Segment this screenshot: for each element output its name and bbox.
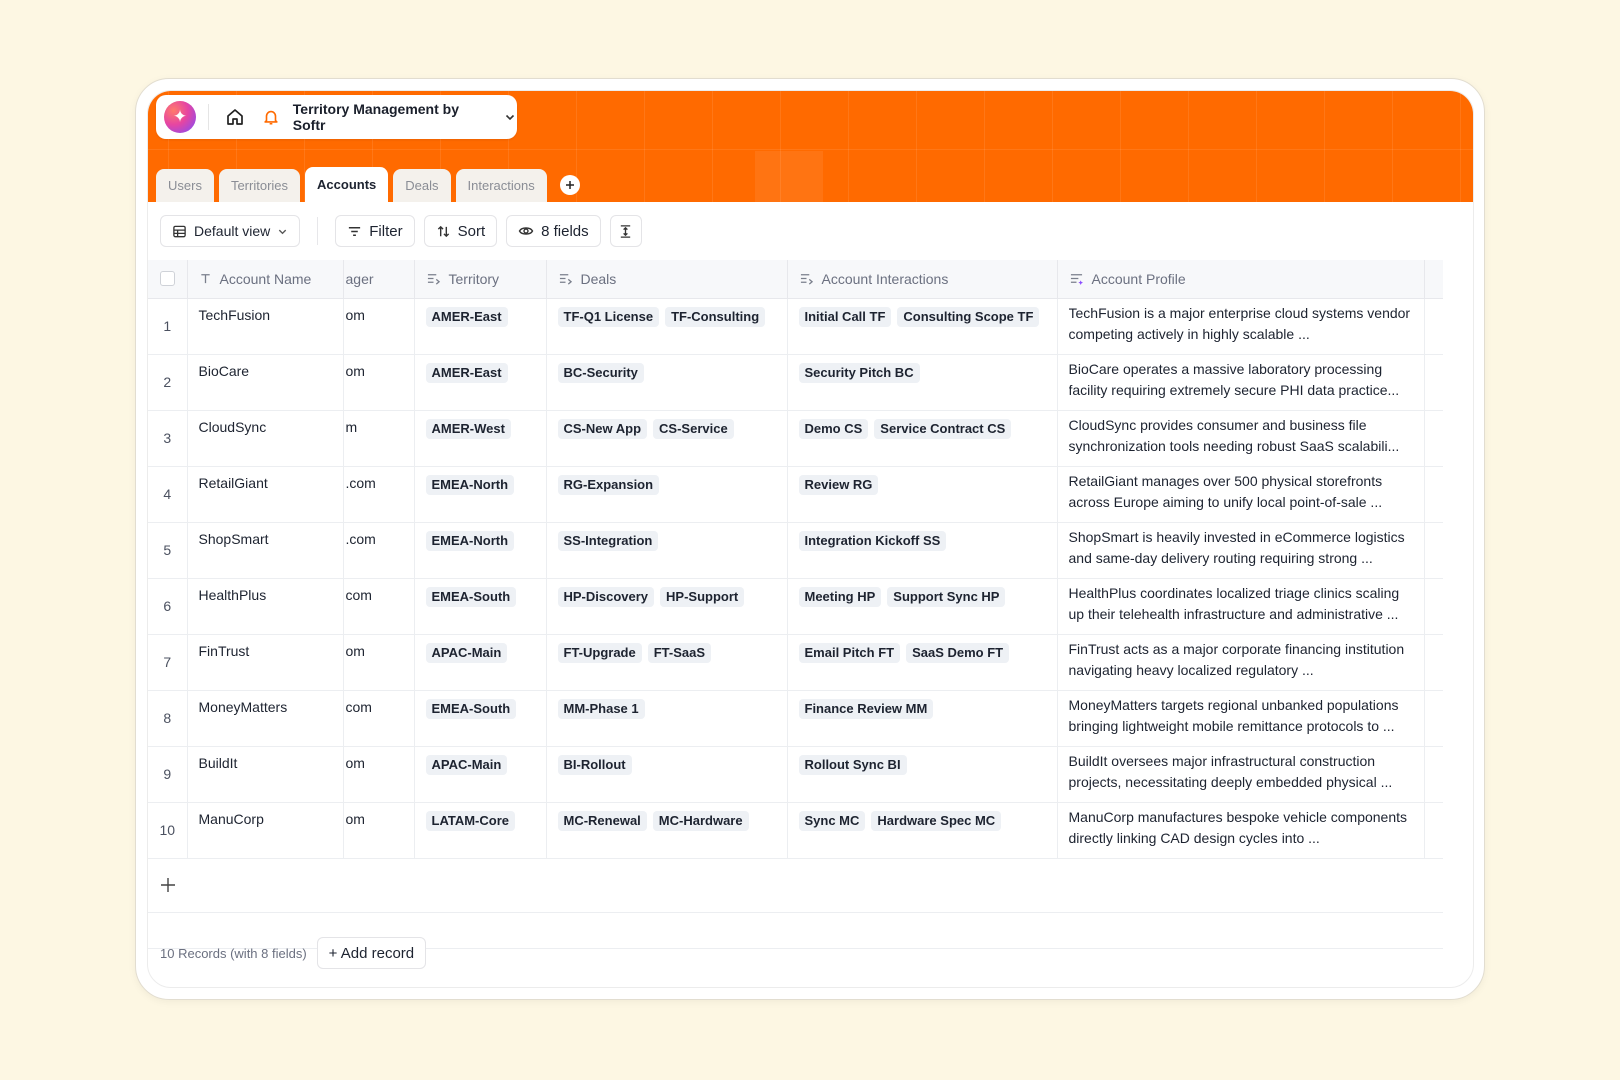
view-label: Default view	[194, 223, 271, 239]
overflow-cell	[1424, 634, 1443, 690]
territory-cell[interactable]	[414, 746, 546, 802]
profile-cell[interactable]	[1057, 298, 1424, 354]
manager-cell[interactable]: .com	[343, 522, 414, 578]
interactions-cell[interactable]	[787, 298, 1057, 354]
interaction-chip[interactable]: Security Pitch BC	[799, 363, 920, 383]
grid-footer	[160, 937, 426, 969]
profile-text: BioCare operates a massive laboratory processing facility requiring extremely secure PHI data practice...	[1068, 360, 1400, 398]
table-row[interactable]	[148, 410, 1443, 466]
interaction-chip[interactable]: Initial Call TF	[799, 307, 892, 327]
tab-deals[interactable]: Deals	[393, 169, 450, 202]
column-header-territory[interactable]	[414, 260, 546, 298]
manager-cell[interactable]: m	[343, 410, 414, 466]
manager-cell[interactable]: .com	[343, 466, 414, 522]
profile-text: FinTrust acts as a major corporate financing institution navigating heavy localized regulatory ...	[1068, 640, 1405, 678]
row-number: 5	[148, 522, 187, 578]
deals-cell[interactable]	[546, 634, 787, 690]
manager-cell[interactable]: om	[343, 298, 414, 354]
deal-chip[interactable]: CS-New App	[558, 419, 648, 439]
interaction-chip[interactable]: Rollout Sync BI	[799, 755, 907, 775]
tab-interactions[interactable]: Interactions	[456, 169, 547, 202]
deals-cell[interactable]	[546, 298, 787, 354]
deal-chip[interactable]: BI-Rollout	[558, 755, 632, 775]
app-frame	[135, 78, 1485, 1000]
account-name-cell[interactable]: ManuCorp	[187, 802, 343, 858]
filter-icon	[347, 224, 362, 239]
table-row[interactable]	[148, 466, 1443, 522]
interactions-cell[interactable]	[787, 690, 1057, 746]
profile-text: HealthPlus coordinates localized triage clinics scaling up their telehealth infrastructure and administrative ...	[1068, 584, 1400, 622]
column-label: Territory	[448, 270, 500, 287]
column-label: ager	[345, 270, 374, 287]
deal-chip[interactable]: FT-Upgrade	[558, 643, 642, 663]
territory-chip[interactable]: EMEA-South	[426, 587, 517, 607]
deal-chip[interactable]: MC-Renewal	[558, 811, 647, 831]
territory-cell[interactable]	[414, 522, 546, 578]
tab-accounts[interactable]: Accounts	[305, 167, 388, 202]
plus-icon	[565, 180, 575, 190]
tab-users[interactable]: Users	[156, 169, 214, 202]
column-header-account-profile[interactable]	[1057, 260, 1424, 298]
home-icon[interactable]	[221, 103, 249, 131]
interaction-chip[interactable]: Support Sync HP	[887, 587, 1005, 607]
app-switcher[interactable]	[156, 95, 517, 139]
overflow-cell	[1424, 690, 1443, 746]
manager-cell[interactable]: om	[343, 746, 414, 802]
deal-chip[interactable]: MC-Hardware	[653, 811, 749, 831]
column-header-account-interactions[interactable]	[787, 260, 1057, 298]
manager-cell[interactable]: om	[343, 354, 414, 410]
overflow-cell	[1424, 298, 1443, 354]
profile-cell[interactable]	[1057, 354, 1424, 410]
profile-cell[interactable]	[1057, 690, 1424, 746]
row-number: 9	[148, 746, 187, 802]
manager-cell[interactable]: om	[343, 802, 414, 858]
add-row-button[interactable]	[148, 859, 1443, 913]
column-label: Account Interactions	[821, 270, 949, 287]
column-header-more	[1424, 260, 1443, 298]
row-number: 7	[148, 634, 187, 690]
interaction-chip[interactable]: SaaS Demo FT	[906, 643, 1009, 663]
table-row[interactable]	[148, 578, 1443, 634]
territory-cell[interactable]	[414, 634, 546, 690]
header-row	[148, 260, 1443, 298]
deal-chip[interactable]: HP-Support	[660, 587, 744, 607]
app-window	[147, 90, 1474, 988]
territory-cell[interactable]	[414, 410, 546, 466]
fields-button[interactable]	[506, 215, 601, 247]
column-header-deals[interactable]	[546, 260, 787, 298]
profile-cell[interactable]	[1057, 634, 1424, 690]
interaction-chip[interactable]: Demo CS	[799, 419, 869, 439]
overflow-cell	[1424, 578, 1443, 634]
row-number: 2	[148, 354, 187, 410]
account-name-cell[interactable]: MoneyMatters	[187, 690, 343, 746]
manager-cell[interactable]: com	[343, 578, 414, 634]
interaction-chip[interactable]: Meeting HP	[799, 587, 882, 607]
profile-text: MoneyMatters targets regional unbanked populations bringing lightweight mobile remittance protocols to ...	[1068, 696, 1399, 734]
linked-field-icon	[426, 272, 441, 285]
overflow-cell	[1424, 802, 1443, 858]
column-header-account-name[interactable]	[187, 260, 343, 298]
row-number: 1	[148, 298, 187, 354]
linked-field-icon	[799, 272, 814, 285]
account-name-cell[interactable]: RetailGiant	[187, 466, 343, 522]
softr-logo-icon[interactable]: ✦	[164, 101, 196, 133]
chevron-down-icon[interactable]	[503, 110, 517, 124]
records-table	[148, 260, 1443, 859]
account-name-cell[interactable]: BuildIt	[187, 746, 343, 802]
territory-chip[interactable]: AMER-West	[426, 419, 511, 439]
select-all-checkbox[interactable]	[160, 271, 175, 286]
overflow-cell	[1424, 466, 1443, 522]
deal-chip[interactable]: MM-Phase 1	[558, 699, 645, 719]
column-label: Account Name	[219, 270, 312, 287]
territory-chip[interactable]: LATAM-Core	[426, 811, 516, 831]
profile-cell[interactable]	[1057, 802, 1424, 858]
sort-label: Sort	[457, 222, 486, 240]
chevron-down-icon	[277, 226, 288, 237]
profile-cell[interactable]	[1057, 466, 1424, 522]
territory-cell[interactable]	[414, 466, 546, 522]
sort-icon	[436, 224, 451, 239]
territory-chip[interactable]: APAC-Main	[426, 755, 508, 775]
deal-chip[interactable]: FT-SaaS	[648, 643, 711, 663]
interactions-cell[interactable]	[787, 634, 1057, 690]
interactions-cell[interactable]	[787, 354, 1057, 410]
column-label: Account Profile	[1091, 270, 1186, 287]
overflow-cell	[1424, 746, 1443, 802]
overflow-cell	[1424, 522, 1443, 578]
account-name-cell[interactable]: CloudSync	[187, 410, 343, 466]
sort-button[interactable]	[424, 215, 498, 247]
deals-cell[interactable]	[546, 746, 787, 802]
profile-text: ManuCorp manufactures bespoke vehicle components directly linking CAD design cycles into ...	[1068, 808, 1408, 846]
manager-cell[interactable]: com	[343, 690, 414, 746]
account-name-cell[interactable]: TechFusion	[187, 298, 343, 354]
table-row[interactable]	[148, 354, 1443, 410]
territory-chip[interactable]: EMEA-South	[426, 699, 517, 719]
deals-cell[interactable]	[546, 410, 787, 466]
fields-label: 8 fields	[541, 222, 589, 240]
profile-text: CloudSync provides consumer and business file synchronization tools needing robust SaaS scalabili...	[1068, 416, 1400, 454]
territory-cell[interactable]	[414, 298, 546, 354]
header-banner	[148, 91, 1473, 202]
view-toolbar	[148, 202, 1473, 260]
chip-divider	[208, 104, 209, 130]
table-icon	[172, 224, 187, 239]
row-number: 3	[148, 410, 187, 466]
account-name-cell[interactable]: ShopSmart	[187, 522, 343, 578]
deal-chip[interactable]: RG-Expansion	[558, 475, 660, 495]
row-height-icon	[618, 224, 633, 239]
records-grid	[148, 260, 1473, 949]
deals-cell[interactable]	[546, 522, 787, 578]
table-row[interactable]	[148, 746, 1443, 802]
profile-text: TechFusion is a major enterprise cloud systems vendor competing actively in highly scalable ...	[1068, 304, 1411, 342]
interaction-chip[interactable]: Hardware Spec MC	[871, 811, 1001, 831]
account-name-cell[interactable]: HealthPlus	[187, 578, 343, 634]
interaction-chip[interactable]: Email Pitch FT	[799, 643, 901, 663]
record-count: 10 Records (with 8 fields)	[160, 945, 307, 961]
add-record-button[interactable]: + Add record	[317, 937, 426, 969]
table-row[interactable]	[148, 690, 1443, 746]
row-height-button[interactable]	[610, 215, 642, 247]
app-title[interactable]: Territory Management by Softr	[292, 101, 459, 133]
profile-text: RetailGiant manages over 500 physical storefronts across Europe aiming to unify local point-of-sale ...	[1068, 472, 1383, 510]
table-row[interactable]	[148, 802, 1443, 858]
manager-cell[interactable]: om	[343, 634, 414, 690]
filter-label: Filter	[369, 222, 403, 240]
interactions-cell[interactable]	[787, 466, 1057, 522]
account-name-cell[interactable]: BioCare	[187, 354, 343, 410]
profile-cell[interactable]	[1057, 410, 1424, 466]
table-row[interactable]	[148, 634, 1443, 690]
row-number: 10	[148, 802, 187, 858]
profile-text: ShopSmart is heavily invested in eCommerce logistics and same-day delivery routing requiring strong ...	[1068, 528, 1405, 566]
grid-body	[148, 298, 1443, 858]
territory-cell[interactable]	[414, 354, 546, 410]
interaction-chip[interactable]: Review RG	[799, 475, 879, 495]
deal-chip[interactable]: BC-Security	[558, 363, 644, 383]
deal-chip[interactable]: CS-Service	[653, 419, 734, 439]
deal-chip[interactable]: HP-Discovery	[558, 587, 655, 607]
deals-cell[interactable]	[546, 802, 787, 858]
view-selector[interactable]	[160, 215, 300, 247]
deals-cell[interactable]	[546, 466, 787, 522]
deals-cell[interactable]	[546, 578, 787, 634]
interaction-chip[interactable]: Sync MC	[799, 811, 866, 831]
banner-highlight	[755, 151, 823, 202]
table-row[interactable]	[148, 298, 1443, 354]
deal-chip[interactable]: TF-Consulting	[665, 307, 765, 327]
profile-text: BuildIt oversees major infrastructural construction projects, necessitating deeply embedded physical ...	[1068, 752, 1393, 790]
territory-chip[interactable]: EMEA-North	[426, 531, 515, 551]
interactions-cell[interactable]	[787, 522, 1057, 578]
profile-cell[interactable]	[1057, 522, 1424, 578]
interactions-cell[interactable]	[787, 802, 1057, 858]
profile-cell[interactable]	[1057, 746, 1424, 802]
overflow-cell	[1424, 354, 1443, 410]
territory-chip[interactable]: EMEA-North	[426, 475, 515, 495]
territory-cell[interactable]	[414, 578, 546, 634]
toolbar-divider	[317, 217, 318, 245]
territory-cell[interactable]	[414, 802, 546, 858]
interaction-chip[interactable]: Integration Kickoff SS	[799, 531, 947, 551]
row-number: 4	[148, 466, 187, 522]
deal-chip[interactable]: TF-Q1 License	[558, 307, 660, 327]
interaction-chip[interactable]: Service Contract CS	[874, 419, 1011, 439]
row-number: 8	[148, 690, 187, 746]
territory-chip[interactable]: AMER-East	[426, 307, 508, 327]
deals-cell[interactable]	[546, 690, 787, 746]
account-name-cell[interactable]: FinTrust	[187, 634, 343, 690]
table-tabs	[156, 167, 580, 202]
eye-icon	[518, 223, 534, 239]
territory-chip[interactable]: AMER-East	[426, 363, 508, 383]
bell-icon	[257, 103, 285, 131]
profile-cell[interactable]	[1057, 578, 1424, 634]
ai-text-field-icon	[1069, 272, 1084, 285]
table-row[interactable]	[148, 522, 1443, 578]
territory-chip[interactable]: APAC-Main	[426, 643, 508, 663]
interactions-cell[interactable]	[787, 578, 1057, 634]
text-field-icon	[199, 272, 212, 285]
interactions-cell[interactable]	[787, 410, 1057, 466]
linked-field-icon	[558, 272, 573, 285]
territory-cell[interactable]	[414, 690, 546, 746]
add-table-button[interactable]	[560, 175, 580, 195]
deal-chip[interactable]: SS-Integration	[558, 531, 659, 551]
select-all-header[interactable]	[148, 260, 187, 298]
interaction-chip[interactable]: Consulting Scope TF	[897, 307, 1039, 327]
overflow-cell	[1424, 410, 1443, 466]
interaction-chip[interactable]: Finance Review MM	[799, 699, 934, 719]
deals-cell[interactable]	[546, 354, 787, 410]
plus-icon	[160, 877, 176, 893]
tab-territories[interactable]: Territories	[219, 169, 300, 202]
column-label: Deals	[580, 270, 617, 287]
column-header-manager[interactable]	[343, 260, 414, 298]
row-number: 6	[148, 578, 187, 634]
interactions-cell[interactable]	[787, 746, 1057, 802]
filter-button[interactable]	[335, 215, 414, 247]
